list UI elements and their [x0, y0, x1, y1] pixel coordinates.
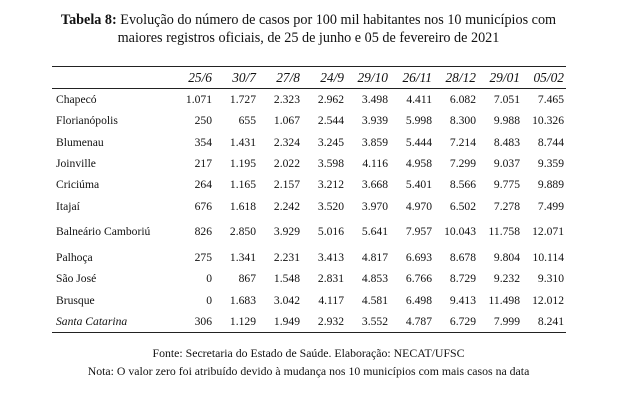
- table-cell: 3.212: [317, 178, 344, 192]
- table-body: [52, 89, 566, 333]
- table-cell: 5.998: [405, 114, 432, 128]
- table-cell: 2.962: [317, 93, 344, 107]
- table-cell: 250: [194, 114, 212, 128]
- table-cell: 1.341: [229, 250, 256, 264]
- table-cell: 655: [238, 114, 256, 128]
- table-cell: 0: [206, 293, 212, 307]
- table-cell: 7.051: [493, 93, 520, 107]
- table-cell: 8.678: [449, 250, 476, 264]
- table-cell: 6.766: [405, 272, 432, 286]
- table-row: [52, 268, 566, 289]
- table-cell: 1.548: [273, 272, 300, 286]
- column-header: 05/02: [522, 67, 566, 89]
- municipality-name: Santa Catarina: [52, 311, 170, 333]
- table-cell: 8.744: [537, 135, 564, 149]
- table-cell: 9.889: [537, 178, 564, 192]
- table-cell: 3.939: [361, 114, 388, 128]
- table-cell: 7.957: [405, 225, 432, 239]
- table-cell: 10.114: [532, 250, 564, 264]
- column-header: 30/7: [214, 67, 258, 89]
- table-cell: 4.117: [318, 293, 344, 307]
- table-cell: 5.641: [361, 225, 388, 239]
- table-cell: 5.444: [405, 135, 432, 149]
- table-row: [52, 132, 566, 153]
- municipality-name: Criciúma: [56, 178, 100, 192]
- table-cell: 1.949: [258, 311, 302, 333]
- column-header: 28/12: [434, 67, 478, 89]
- table-cell: 264: [194, 178, 212, 192]
- table-row: [52, 195, 566, 216]
- table-cell: 7.465: [537, 93, 564, 107]
- table-cell: 3.929: [273, 225, 300, 239]
- table-cell: 4.787: [390, 311, 434, 333]
- table-row: [52, 153, 566, 174]
- table-cell: 2.231: [273, 250, 300, 264]
- table-cell: 11.498: [488, 293, 520, 307]
- table-cell: 12.012: [532, 293, 564, 307]
- municipality-name: Palhoça: [56, 250, 93, 264]
- table-cell: 2.242: [273, 199, 300, 213]
- table-cell: 8.300: [449, 114, 476, 128]
- table-cell: 3.498: [361, 93, 388, 107]
- table-cell: 2.932: [302, 311, 346, 333]
- municipality-name: Itajaí: [56, 199, 80, 213]
- table-cell: 9.037: [493, 157, 520, 171]
- table-cell: 354: [194, 135, 212, 149]
- caption-title-line2: maiores registros oficiais, de 25 de junho e 05 de fevereiro de 2021: [117, 30, 500, 46]
- municipality-name: Blumenau: [56, 135, 104, 149]
- table-cell: 6.729: [434, 311, 478, 333]
- table-cell: 5.016: [317, 225, 344, 239]
- table-cell: 1.129: [214, 311, 258, 333]
- table-cell: 4.970: [405, 199, 432, 213]
- table-cell: 1.683: [229, 293, 256, 307]
- table-cell: 4.958: [405, 157, 432, 171]
- footnote: Nota: O valor zero foi atribuído devido à mudança nos 10 municípios com mais casos na data: [87, 364, 530, 378]
- column-header: 24/9: [302, 67, 346, 89]
- table-cell: 2.544: [317, 114, 344, 128]
- table-cell: 6.498: [405, 293, 432, 307]
- table-cell: 9.310: [537, 272, 564, 286]
- table-cell: 2.022: [273, 157, 300, 171]
- table-cell: 7.499: [537, 199, 564, 213]
- table-cell: 1.067: [273, 114, 300, 128]
- table-cell: 8.241: [522, 311, 566, 333]
- table-cell: 4.853: [361, 272, 388, 286]
- table-cell: 1.431: [229, 135, 256, 149]
- table-row: [52, 174, 566, 195]
- table-cell: 0: [206, 272, 212, 286]
- municipality-name: Florianópolis: [56, 114, 118, 128]
- table-cell: 7.999: [478, 311, 522, 333]
- table-cell: 7.278: [493, 199, 520, 213]
- table-cell: 676: [194, 199, 212, 213]
- table-cell: 9.413: [449, 293, 476, 307]
- municipality-name: São José: [56, 272, 97, 286]
- source-note: Fonte: Secretaria do Estado de Saúde. Elaboração: NECAT/UFSC: [152, 346, 465, 360]
- table-cell: 1.618: [229, 199, 256, 213]
- table-cell: 9.775: [493, 178, 520, 192]
- table-cell: 6.082: [449, 93, 476, 107]
- table-cell: 9.804: [493, 250, 520, 264]
- municipality-name: Brusque: [56, 293, 95, 307]
- table-cell: 3.859: [361, 135, 388, 149]
- table-cell: 1.195: [229, 157, 256, 171]
- column-header: 26/11: [390, 67, 434, 89]
- column-header: 29/10: [346, 67, 390, 89]
- caption-label: Tabela 8:: [60, 12, 117, 28]
- table-cell: 3.413: [317, 250, 344, 264]
- table-cell: 306: [170, 311, 214, 333]
- municipality-name: Joinville: [56, 157, 96, 171]
- table-row: [52, 289, 566, 310]
- table-cell: 6.502: [449, 199, 476, 213]
- table-cell: 3.668: [361, 178, 388, 192]
- table-row: [52, 247, 566, 268]
- municipality-name: Balneário Camboriú: [56, 225, 151, 239]
- caption-title-line1: Evolução do número de casos por 100 mil habitantes nos 10 municípios com: [120, 12, 557, 28]
- table-cell: 12.071: [532, 225, 564, 239]
- table-row: [52, 89, 566, 111]
- table-row: [52, 110, 566, 131]
- table-cell: 2.850: [229, 225, 256, 239]
- table-cell: 8.483: [493, 135, 520, 149]
- header-corner: [52, 67, 170, 89]
- table-row: [52, 311, 566, 333]
- table-cell: 867: [238, 272, 256, 286]
- table-caption: [0, 11, 617, 29]
- table-cell: 4.817: [361, 250, 388, 264]
- column-header: 27/8: [258, 67, 302, 89]
- table-cell: 6.693: [405, 250, 432, 264]
- table-cell: 1.727: [229, 93, 256, 107]
- column-header: 29/01: [478, 67, 522, 89]
- table-cell: 3.520: [317, 199, 344, 213]
- municipality-name: Chapecó: [56, 93, 97, 107]
- table-cell: 4.116: [362, 157, 388, 171]
- table-cell: 1.071: [185, 93, 212, 107]
- table-cell: 9.232: [493, 272, 520, 286]
- table-cell: 275: [194, 250, 212, 264]
- table-cell: 5.401: [405, 178, 432, 192]
- table-cell: 4.411: [406, 93, 432, 107]
- table-cell: 7.299: [449, 157, 476, 171]
- table-cell: 826: [194, 225, 212, 239]
- column-header: 25/6: [170, 67, 214, 89]
- table-cell: 3.245: [317, 135, 344, 149]
- table-cell: 3.552: [346, 311, 390, 333]
- table-cell: 4.581: [361, 293, 388, 307]
- table-cell: 8.729: [449, 272, 476, 286]
- table-cell: 2.324: [273, 135, 300, 149]
- table-row: [52, 217, 566, 247]
- table-cell: 8.566: [449, 178, 476, 192]
- table-cell: 10.326: [532, 114, 564, 128]
- table-cell: 2.323: [273, 93, 300, 107]
- table-cell: 2.157: [273, 178, 300, 192]
- table-cell: 11.758: [488, 225, 520, 239]
- table-cell: 2.831: [317, 272, 344, 286]
- table-cell: 3.970: [361, 199, 388, 213]
- table-cell: 10.043: [444, 225, 476, 239]
- table-cell: 3.598: [317, 157, 344, 171]
- table-cell: 9.359: [537, 157, 564, 171]
- cases-table: [52, 66, 566, 333]
- table-cell: 1.165: [229, 178, 256, 192]
- table-cell: 217: [194, 157, 212, 171]
- table-cell: 3.042: [273, 293, 300, 307]
- table-cell: 9.988: [493, 114, 520, 128]
- table-cell: 7.214: [449, 135, 476, 149]
- table-header-row: [52, 67, 566, 89]
